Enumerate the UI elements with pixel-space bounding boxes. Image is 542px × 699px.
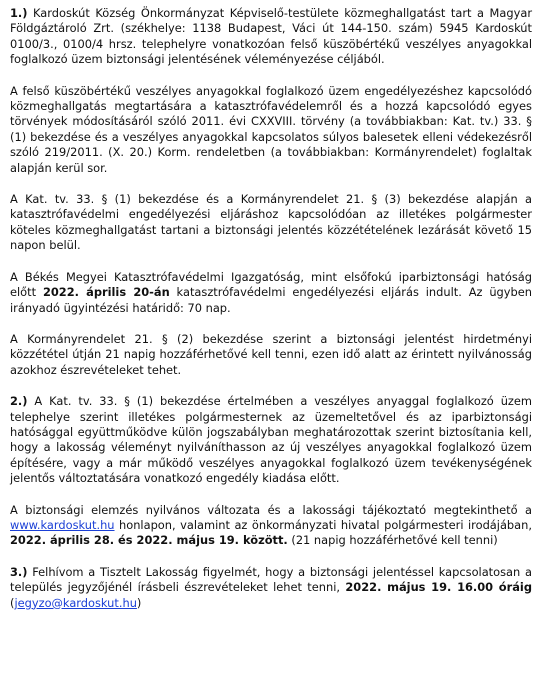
spacer (10, 176, 532, 192)
paragraph-8 (10, 565, 532, 611)
email-link[interactable]: jegyzo@kardoskut.hu (14, 595, 137, 610)
paren-close: ) (136, 595, 142, 610)
paragraph-6 (10, 394, 532, 486)
paragraph-6-text: A Kat. tv. 33. § (1) bekezdése értelmében a veszélyes anyaggal foglalkozó üzem telephelye szerint illetékes polgármesternek az üzemeltetővel és az iparbiztonsági hatósággal együttműködve külön jogszabályban meghatározottak szerint biztosítania kell, hogy a lakosság véleményt nyilváníthasson az új veszélyes anyagokkal foglalkozó üzem építésére, vagy a már működő veszélyes anyagokkal foglalkozó üzem tevékenységének jelentős változtatására vonatkozó engedély kiadása előtt. (10, 394, 532, 486)
paragraph-7-middle: honlapon, valamint az önkormányzati hivatal polgármesteri irodájában, (114, 517, 532, 532)
paragraph-7 (10, 503, 532, 549)
paragraph-1-text: Kardoskút Község Önkormányzat Képviselő-testülete közmeghallgatást tart a Magyar Földgáztároló Zrt. (székhelye: 1138 Budapest, Váci út 144-150. szám) 5945 Kardoskút 0100/3., 0100/4 hrsz. telephelyre vonatkozóan felső küszöbértékű veszélyes anyagokkal foglalkozó üzem biztonsági jelentésének véleményezése céljából. (10, 6, 532, 67)
paragraph-2: A felső küszöbértékű veszélyes anyagokkal foglalkozó üzem engedélyezéshez kapcsolódó közmeghallgatás megtartására a katasztrófavédelemről és a hozzá kapcsolódó egyes törvények módosításáról szóló 2011. évi CXXVIII. törvény (a továbbiakban: Kat. tv.) 33. § (1) bekezdése és a veszélyes anyagokkal kapcsolatos súlyos balesetek elleni védekezésről szóló 219/2011. (X. 20.) Korm. rendeletben (a továbbiakban: Kormányrendelet) foglaltak alapján kerül sor. (10, 83, 532, 175)
procedure-start-date: 2022. április 20-án (42, 285, 170, 300)
comment-deadline: 2022. május 19. 16.00 óráig (345, 580, 532, 595)
paragraph-4-before: A Békés Megyei Katasztrófavédelmi Igazgatóság, mint elsőfokú iparbiztonsági hatóság előtt (10, 269, 532, 300)
paragraph-5: A Kormányrendelet 21. § (2) bekezdése szerint a biztonsági jelentést hirdetményi közzététel útján 21 napig hozzáférhetővé kell tenni, ezen idő alatt az érintett nyilvánosság azokhoz észrevételeket tehet. (10, 331, 532, 377)
item-number-1: 1.) (10, 6, 28, 20)
spacer (10, 549, 532, 565)
item-number-2: 2.) (10, 394, 28, 409)
paragraph-3: A Kat. tv. 33. § (1) bekezdése és a Kormányrendelet 21. § (3) bekezdése alapján a katasztrófavédelmi engedélyezési eljáráshoz kapcsolódóan az illetékes polgármester köteles közmeghallgatást tartani a biztonsági jelentés közzétételének lezárását követő 15 napon belül. (10, 192, 532, 253)
availability-dates: 2022. április 28. és 2022. május 19. között. (10, 533, 288, 548)
paragraph-8-text: Felhívom a Tisztelt Lakosság figyelmét, hogy a biztonsági jelentéssel kapcsolatosan a település jegyzőjénél írásbeli észrevételeket lehet tenni, (10, 564, 532, 595)
paragraph-4 (10, 270, 532, 316)
spacer (10, 316, 532, 332)
item-number-3: 3.) (10, 564, 28, 579)
spacer (10, 487, 532, 503)
paragraph-1 (10, 6, 532, 68)
paragraph-7-before: A biztonsági elemzés nyilvános változata és a lakossági tájékoztató megtekinthető a (10, 502, 532, 517)
website-link[interactable]: www.kardoskut.hu (10, 517, 115, 532)
paragraph-7-after: (21 napig hozzáférhetővé kell tenni) (287, 533, 498, 548)
paragraph-4-after: katasztrófavédelmi engedélyezési eljárás indult. Az ügyben irányadó ügyintézési határidő: 70 nap. (10, 285, 532, 315)
spacer (10, 254, 532, 270)
paren-open: ( (10, 595, 15, 610)
spacer (10, 68, 532, 84)
spacer (10, 378, 532, 394)
